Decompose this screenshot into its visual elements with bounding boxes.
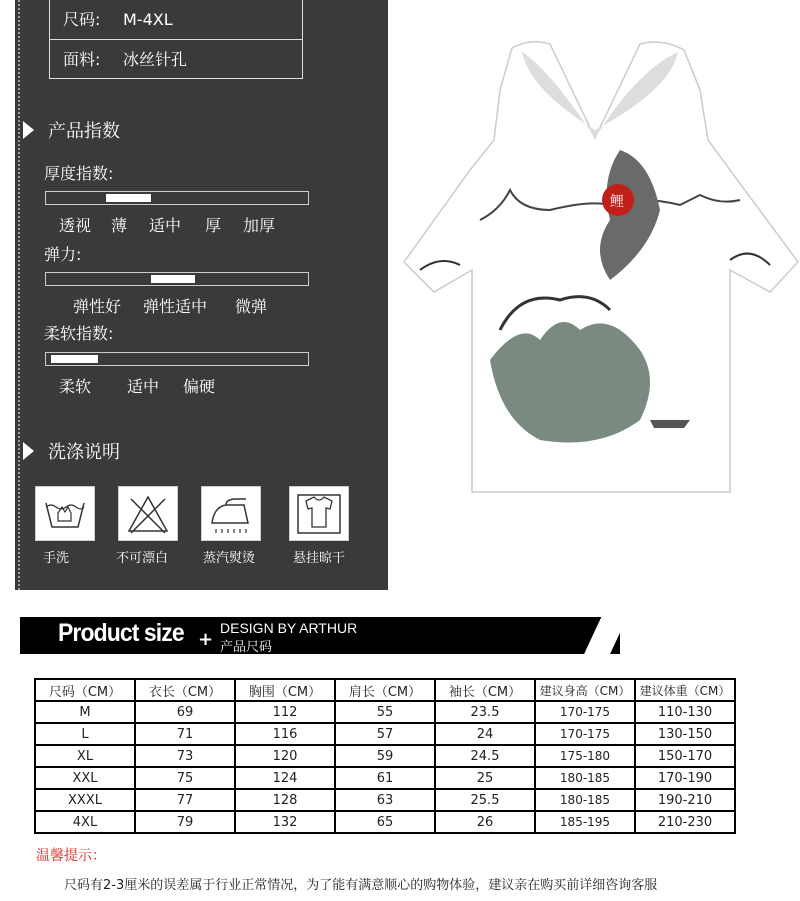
steam-iron-icon	[201, 486, 261, 541]
table-cell: 170-175	[536, 702, 634, 722]
hang-dry-icon	[289, 486, 349, 541]
table-cell: 57	[336, 724, 434, 744]
tip-text: 尺码有2-3厘米的误差属于行业正常情况，为了能有满意顺心的购物体验，建议亲在购买前详细咨询客服	[64, 878, 658, 893]
svg-text:鲤: 鲤	[610, 194, 624, 210]
section-heading-wash	[23, 438, 120, 464]
softness-level-bar	[45, 352, 309, 366]
scale-label: 微弹	[235, 297, 268, 316]
scale-label: 柔软	[59, 377, 92, 396]
hand-wash-icon	[35, 486, 95, 541]
table-cell: 63	[336, 790, 434, 810]
table-cell: 170-175	[536, 724, 634, 744]
banner-subtitle: 产品尺码	[220, 640, 273, 654]
no-bleach-icon	[118, 486, 178, 541]
table-cell: 24	[436, 724, 534, 744]
plus-icon: +	[198, 629, 214, 650]
scale-label: 弹性适中	[143, 297, 208, 316]
table-row	[36, 746, 734, 766]
table-cell: XXXL	[36, 790, 134, 810]
table-cell: 25.5	[436, 790, 534, 810]
table-cell: 75	[136, 768, 234, 788]
section-title: 产品指数	[48, 121, 120, 142]
table-header-cell: 胸围（CM）	[236, 680, 334, 700]
table-row	[36, 790, 734, 810]
table-row	[36, 768, 734, 788]
spec-row-size	[50, 0, 302, 39]
care-label: 蒸汽熨烫	[203, 551, 256, 566]
table-cell: 128	[236, 790, 334, 810]
care-label: 悬挂晾干	[293, 551, 346, 566]
scale-label: 厚	[205, 216, 222, 235]
table-cell: 23.5	[436, 702, 534, 722]
level-fill	[106, 194, 151, 202]
product-size-banner	[20, 617, 755, 654]
care-label: 手洗	[43, 551, 70, 566]
table-cell: 55	[336, 702, 434, 722]
table-header-cell: 建议体重（CM）	[636, 680, 734, 700]
table-cell: 24.5	[436, 746, 534, 766]
care-label: 不可漂白	[116, 551, 169, 566]
table-header-cell: 衣长（CM）	[136, 680, 234, 700]
table-cell: 69	[136, 702, 234, 722]
panel-dotted-border	[18, 0, 20, 590]
table-cell: 132	[236, 812, 334, 832]
table-cell: 180-185	[536, 768, 634, 788]
index-label-elasticity: 弹力:	[44, 245, 82, 264]
table-row	[36, 812, 734, 832]
size-table	[34, 678, 736, 834]
table-header-cell: 肩长（CM）	[336, 680, 434, 700]
triangle-bullet-icon	[23, 121, 34, 139]
table-cell: 110-130	[636, 702, 734, 722]
table-cell: 124	[236, 768, 334, 788]
level-fill	[51, 355, 98, 363]
spec-row-fabric	[50, 39, 302, 78]
table-cell: 185-195	[536, 812, 634, 832]
thickness-level-bar	[45, 191, 309, 205]
table-row	[36, 702, 734, 722]
elasticity-level-bar	[45, 272, 309, 286]
table-cell: 25	[436, 768, 534, 788]
banner-title: Product size	[58, 619, 184, 647]
table-cell: 180-185	[536, 790, 634, 810]
table-header-row	[36, 680, 734, 700]
table-cell: 170-190	[636, 768, 734, 788]
index-label-softness: 柔软指数:	[44, 324, 114, 343]
table-cell: 175-180	[536, 746, 634, 766]
table-cell: 61	[336, 768, 434, 788]
table-cell: 130-150	[636, 724, 734, 744]
table-cell: 116	[236, 724, 334, 744]
table-cell: L	[36, 724, 134, 744]
spec-key: 面料:	[63, 50, 101, 69]
table-cell: 65	[336, 812, 434, 832]
table-cell: 190-210	[636, 790, 734, 810]
table-cell: XL	[36, 746, 134, 766]
scale-label: 加厚	[243, 216, 276, 235]
table-row	[36, 724, 734, 744]
level-fill	[151, 275, 196, 283]
banner-white-block	[620, 617, 755, 654]
table-cell: 150-170	[636, 746, 734, 766]
table-cell: 59	[336, 746, 434, 766]
index-label-thickness: 厚度指数:	[44, 164, 114, 183]
scale-label: 薄	[111, 216, 128, 235]
spec-value: M-4XL	[123, 10, 173, 29]
section-heading-index	[23, 117, 120, 143]
table-cell: 79	[136, 812, 234, 832]
tip-title: 温馨提示：	[36, 848, 106, 864]
table-cell: XXL	[36, 768, 134, 788]
spec-box	[49, 0, 303, 79]
hooded-tshirt-image	[400, 30, 800, 500]
scale-label: 透视	[59, 216, 92, 235]
banner-design-credit: DESIGN BY ARTHUR	[220, 620, 358, 636]
table-header-cell: 尺码（CM）	[36, 680, 134, 700]
product-info-panel	[15, 0, 388, 590]
table-cell: 73	[136, 746, 234, 766]
table-header-cell: 袖长（CM）	[436, 680, 534, 700]
scale-label: 偏硬	[183, 377, 216, 396]
scale-label: 弹性好	[73, 297, 122, 316]
table-cell: M	[36, 702, 134, 722]
scale-label: 适中	[149, 216, 182, 235]
triangle-bullet-icon	[23, 442, 34, 460]
table-cell: 4XL	[36, 812, 134, 832]
spec-key: 尺码:	[63, 10, 101, 29]
scale-label: 适中	[127, 377, 160, 396]
spec-value: 冰丝针孔	[123, 50, 188, 69]
table-cell: 120	[236, 746, 334, 766]
table-cell: 71	[136, 724, 234, 744]
table-cell: 26	[436, 812, 534, 832]
table-cell: 112	[236, 702, 334, 722]
table-header-cell: 建议身高（CM）	[536, 680, 634, 700]
section-title: 洗涤说明	[48, 442, 120, 463]
table-cell: 77	[136, 790, 234, 810]
table-cell: 210-230	[636, 812, 734, 832]
